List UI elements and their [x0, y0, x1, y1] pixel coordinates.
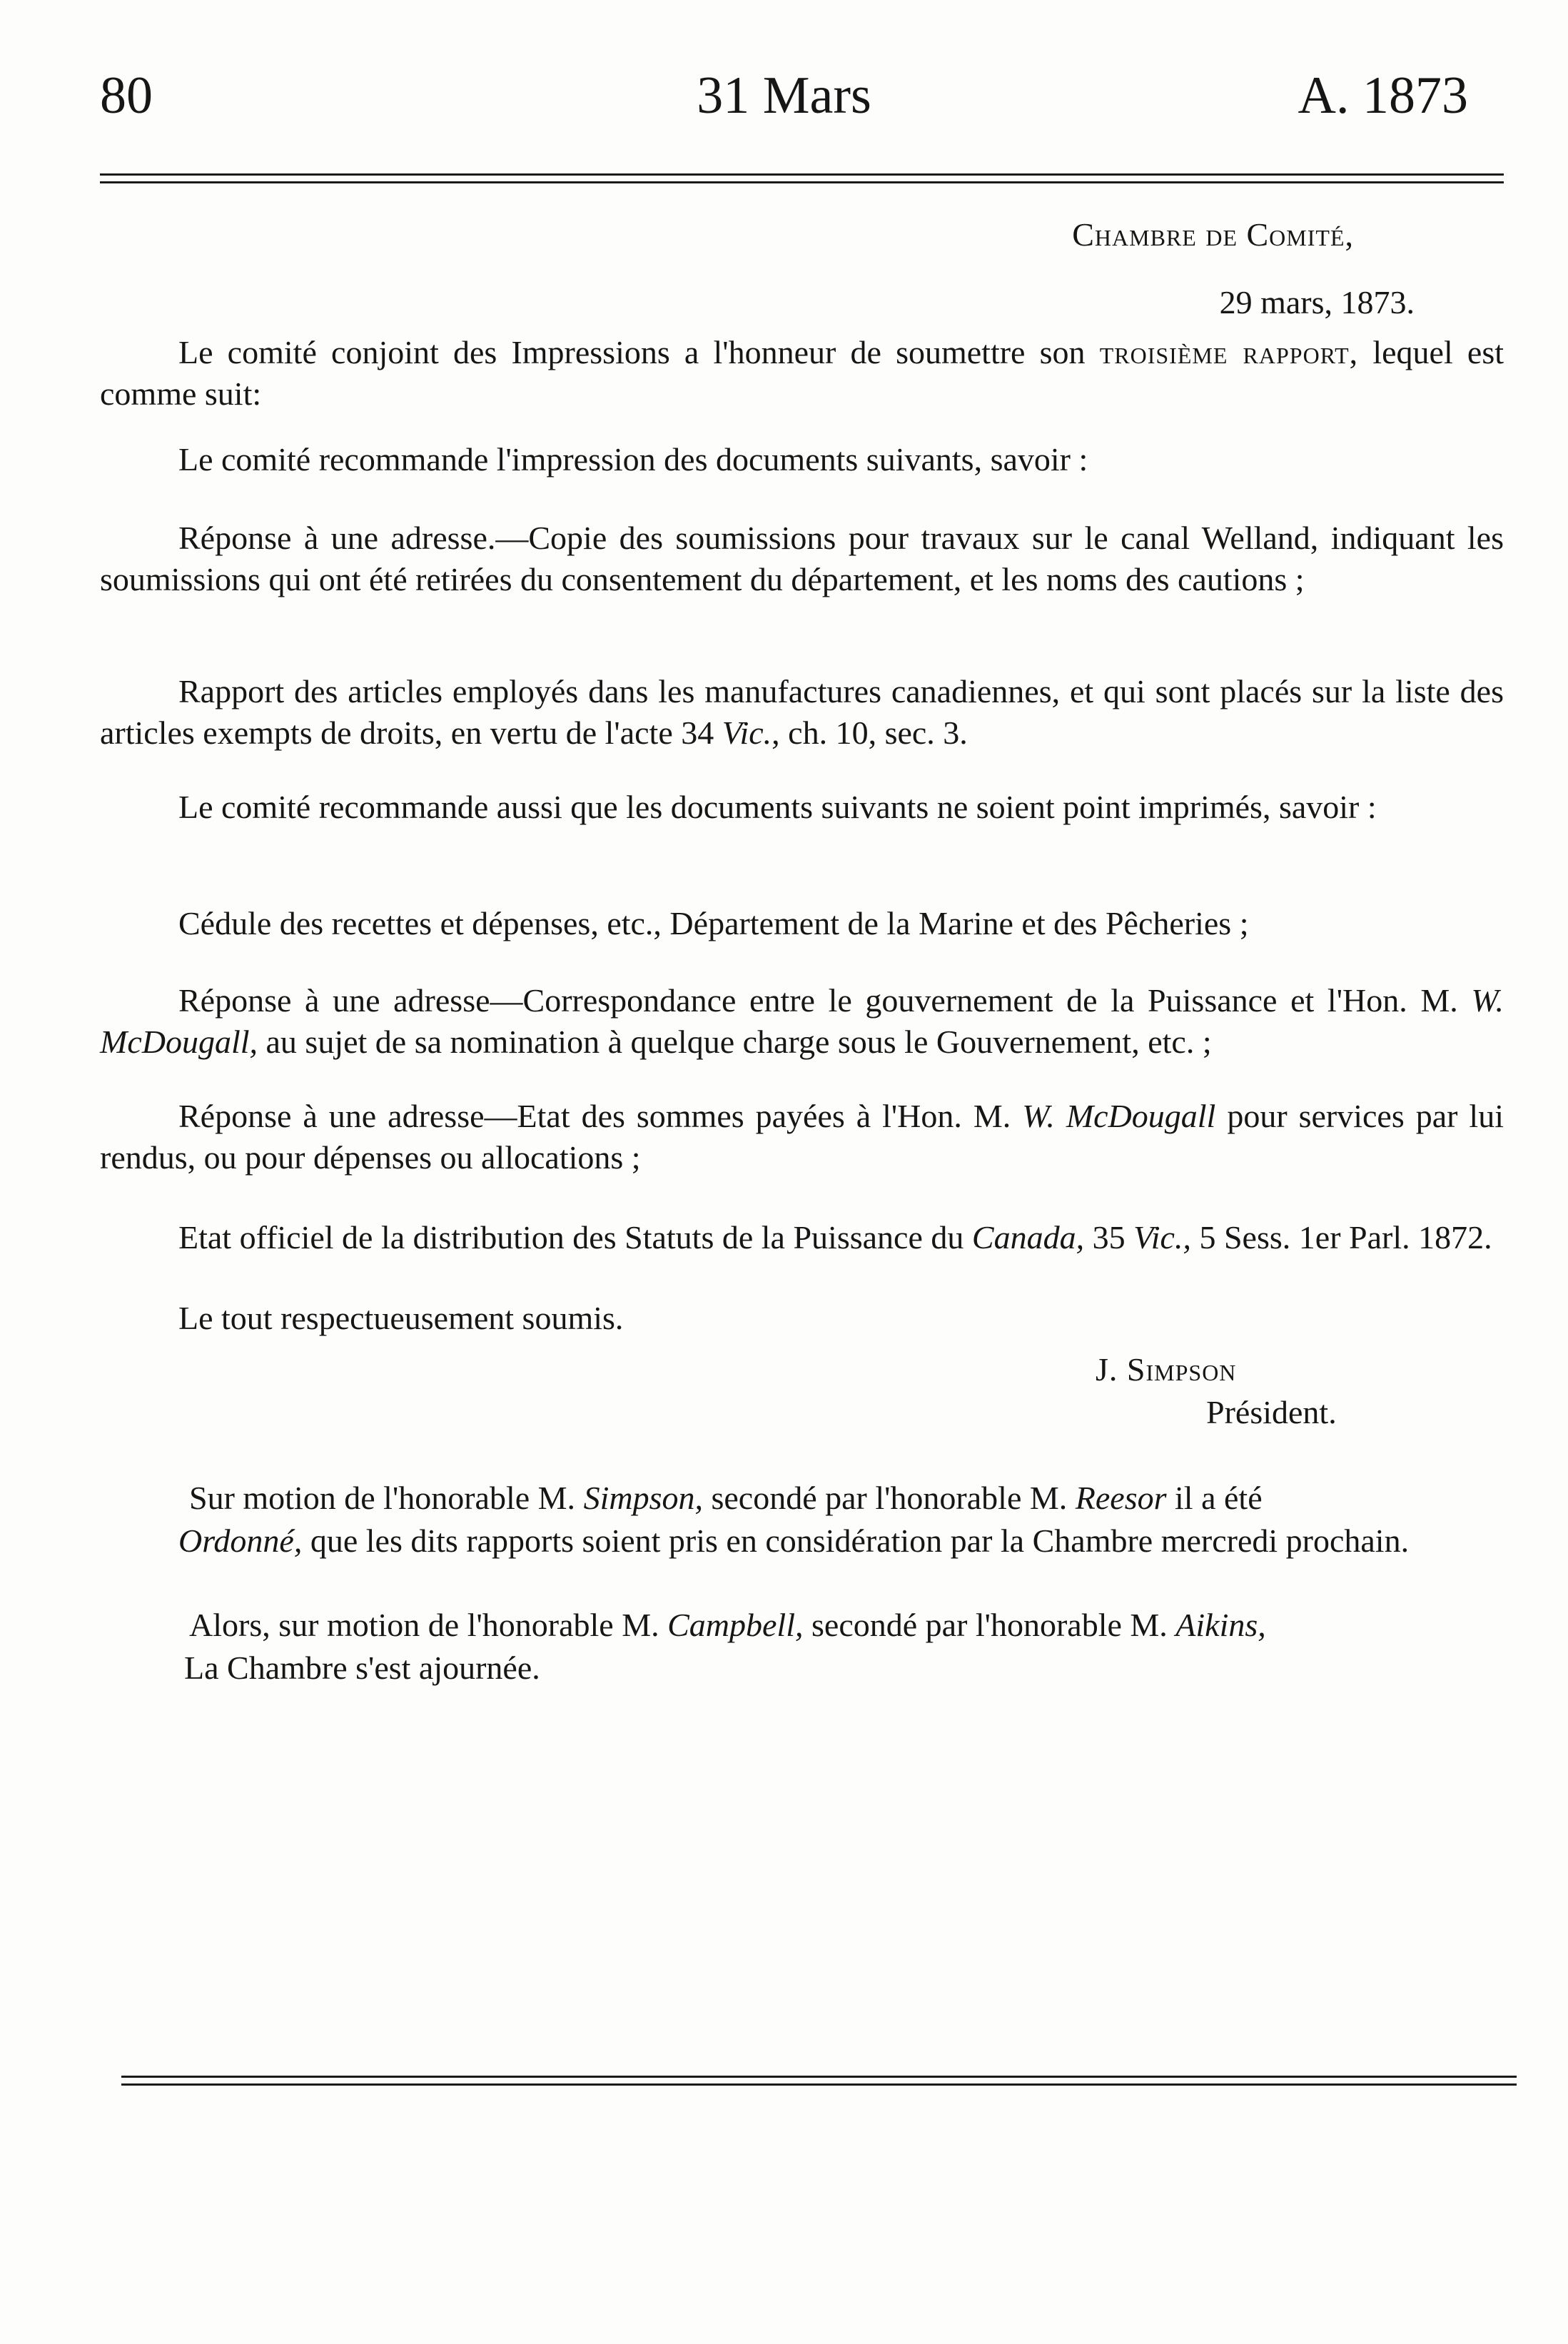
motion-text: que les dits rapports soient pris en considération par la Chambre mercredi prochain. — [310, 1522, 1410, 1559]
motion-text: il a été — [1175, 1480, 1263, 1516]
item-text: Réponse à une adresse—Correspondance entre le gouvernement de la Puissance et l'Hon. M. — [178, 982, 1458, 1019]
item-italic: W. McDougall, — [100, 982, 1504, 1060]
motion-text: secondé par l'honorable M. — [811, 1607, 1168, 1643]
intro-report-number: troisième rapport, — [1099, 334, 1359, 370]
motion-line-4: La Chambre s'est ajournée. — [184, 1650, 540, 1686]
motion-line-3 — [189, 1605, 1504, 1646]
signer-title: Président. — [1206, 1394, 1337, 1430]
motion-text: secondé par l'honorable M. — [711, 1480, 1068, 1516]
motion-text: Alors, sur motion de l'honorable M. — [189, 1607, 659, 1643]
motion-line-1 — [189, 1477, 1504, 1519]
document-item-welland: Réponse à une adresse.—Copie des soumissions pour travaux sur le canal Welland, indiquant les soumissions qui ont été retirées du consentement du département, et les noms des cautions ; — [100, 520, 1504, 597]
item-text: Rapport des articles employés dans les manufactures canadiennes, et qui sont placés sur la liste des articles exempts de droits, en vertu de l'acte 34 — [100, 673, 1504, 751]
document-item-statuts — [100, 1217, 1504, 1258]
motion-italic: Reesor — [1075, 1480, 1167, 1516]
report-intro — [100, 332, 1504, 415]
intro-text: Le comité conjoint des Impressions a l'honneur de soumettre son — [178, 334, 1086, 370]
item-italic: W. McDougall — [1022, 1098, 1216, 1134]
motion-italic: Simpson, — [583, 1480, 703, 1516]
report-closing: Le tout respectueusement soumis. — [178, 1300, 624, 1336]
report-date: 29 mars, 1873. — [1219, 284, 1415, 320]
item-text: 35 — [1092, 1219, 1126, 1256]
motion-line-2 — [100, 1520, 1504, 1562]
document-item-correspondance — [100, 980, 1504, 1063]
item-text-end: 5 Sess. 1er Parl. 1872. — [1199, 1219, 1492, 1256]
intro-text-end: lequel est comme suit: — [100, 334, 1504, 412]
page-header — [100, 66, 1468, 137]
motion-italic: Ordonné, — [178, 1522, 303, 1559]
report-location: Chambre de Comité, — [1072, 216, 1354, 253]
item-italic: Canada, — [971, 1219, 1085, 1256]
page-year: A. 1873 — [1298, 66, 1468, 125]
motion-italic: Aikins, — [1175, 1607, 1266, 1643]
motion-italic: Campbell, — [667, 1607, 804, 1643]
page-number: 80 — [100, 66, 153, 125]
recommendation-no-print: Le comité recommande aussi que les documents suivants ne soient point imprimés, savoir : — [178, 789, 1377, 825]
document-item-articles — [100, 671, 1504, 754]
motion-text: Sur motion de l'honorable M. — [189, 1480, 576, 1516]
page-date: 31 Mars — [697, 66, 871, 125]
document-item-cedule: Cédule des recettes et dépenses, etc., Département de la Marine et des Pêcheries ; — [178, 905, 1249, 941]
item-italic: Vic., — [1133, 1219, 1191, 1256]
item-italic: Vic. — [722, 714, 772, 751]
item-text-end: , ch. 10, sec. 3. — [772, 714, 968, 751]
document-item-etat-sommes — [100, 1096, 1504, 1178]
item-text: Réponse à une adresse—Etat des sommes payées à l'Hon. M. — [178, 1098, 1011, 1134]
signer-name: J. Simpson — [1096, 1351, 1237, 1388]
footer-rule — [121, 2076, 1517, 2086]
item-text-end: au sujet de sa nomination à quelque charge sous le Gouvernement, etc. ; — [265, 1024, 1212, 1060]
item-text-end: pour services par lui rendus, ou pour dépenses ou allocations ; — [100, 1098, 1504, 1176]
recommendation-print: Le comité recommande l'impression des documents suivants, savoir : — [178, 441, 1088, 478]
item-text: Etat officiel de la distribution des Statuts de la Puissance du — [178, 1219, 964, 1256]
header-rule — [100, 173, 1504, 183]
